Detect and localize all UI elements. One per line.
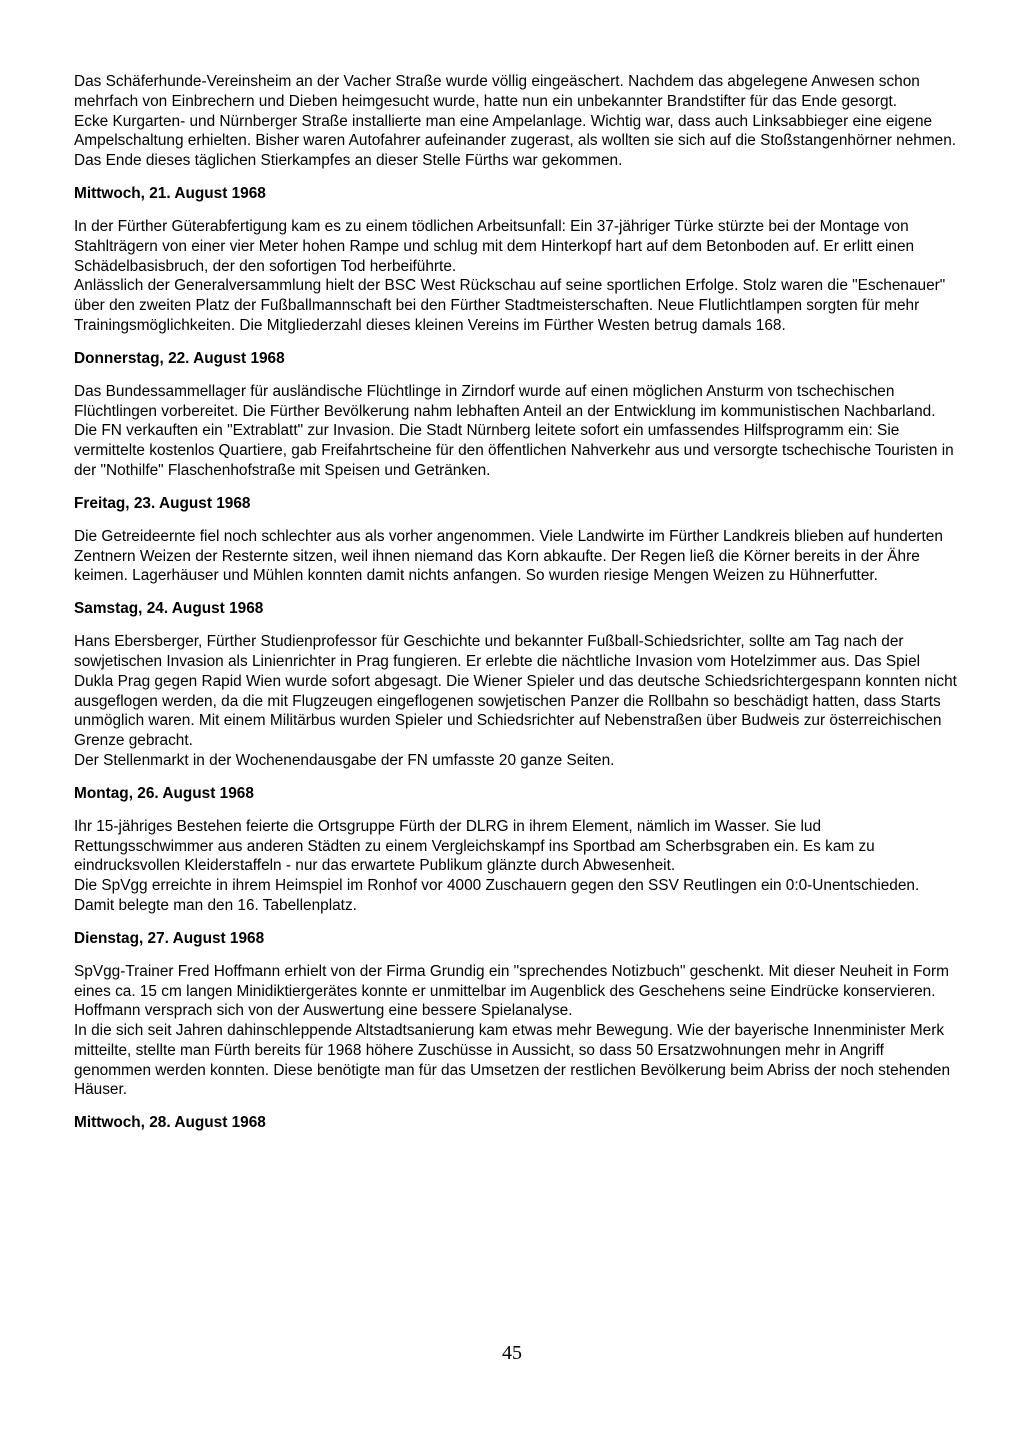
paragraph: In der Fürther Güterabfertigung kam es zu einem tödlichen Arbeitsunfall: Ein 37-jähriger Türke stürzte bei der Montage von Stahlträgern von einer vier Meter hohen Rampe und schlug mit dem Hinterkopf hart auf dem Betonboden auf. Er erlitt einen Schädelbasisbruch, der den sofortigen Tod herbeiführte. bbox=[74, 217, 915, 275]
entry-body bbox=[74, 632, 958, 771]
intro-section bbox=[74, 72, 958, 171]
paragraph: SpVgg-Trainer Fred Hoffmann erhielt von der Firma Grundig ein "sprechendes Notizbuch" geschenkt. Mit dieser Neuheit in Form eines ca. 15 cm langen Minidiktiergerätes konnte er unmittelbar im Augenblick des Geschehens seine Eindrücke konservieren. Hoffmann versprach sich von der Auswertung eine bessere Spielanalyse. bbox=[74, 962, 949, 1020]
date-heading: Freitag, 23. August 1968 bbox=[74, 494, 251, 512]
date-heading: Donnerstag, 22. August 1968 bbox=[74, 349, 285, 367]
paragraph: Das Schäferhunde-Vereinsheim an der Vacher Straße wurde völlig eingeäschert. Nachdem das abgelegene Anwesen schon mehrfach von Einbrechern und Dieben heimgesucht wurde, hatte nun ein unbekannter Brandstifter für das Ende gesorgt. bbox=[74, 73, 920, 110]
entry-body bbox=[74, 217, 958, 336]
paragraph: Ecke Kurgarten- und Nürnberger Straße installierte man eine Ampelanlage. Wichtig war, dass auch Linksabbieger eine eigene Ampelschaltung erhielten. Bisher waren Autofahrer aufeinander zugerast, als wollten sie sich auf die Stoßstangenhörner nehmen. Das Ende dieses täglichen Stierkampfes an dieser Stelle Fürths war gekommen. bbox=[74, 112, 957, 170]
entry-body bbox=[74, 382, 958, 481]
paragraph: Hans Ebersberger, Fürther Studienprofessor für Geschichte und bekannter Fußball-Schiedsrichter, sollte am Tag nach der sowjetischen Invasion als Linienrichter in Prag fungieren. Er erlebte die nächtliche Invasion vom Hotelzimmer aus. Das Spiel Dukla Prag gegen Rapid Wien wurde sofort abgesagt. Die Wiener Spieler und das deutsche Schiedsrichtergespann konnten nicht ausgeflogen werden, da die mit Flugzeugen eingeflogenen sowjetischen Panzer die Rollbahn so beschädigt hatten, dass Starts unmöglich waren. Mit einem Militärbus wurden Spieler und Schiedsrichter auf Nebenstraßen über Budweis zur österreichischen Grenze gebracht. bbox=[74, 633, 957, 750]
page-number: 45 bbox=[502, 1342, 522, 1364]
entry-body bbox=[74, 817, 958, 916]
paragraph: Die SpVgg erreichte in ihrem Heimspiel im Ronhof vor 4000 Zuschauern gegen den SSV Reutlingen ein 0:0-Unentschieden. Damit belegte man den 16. Tabellenplatz. bbox=[74, 877, 920, 914]
entry-body bbox=[74, 962, 958, 1101]
date-heading: Mittwoch, 28. August 1968 bbox=[74, 1114, 266, 1132]
date-heading: Mittwoch, 21. August 1968 bbox=[74, 184, 266, 202]
date-heading: Samstag, 24. August 1968 bbox=[74, 600, 264, 618]
paragraph: In die sich seit Jahren dahinschleppende Altstadtsanierung kam etwas mehr Bewegung. Wie der bayerische Innenminister Merk mitteilte, stellte man Fürth bereits für 1968 höhere Zuschüsse in Aussicht, so dass 50 Ersatzwohnungen mehr in Angriff genommen werden konnten. Diese benötigte man für das Umsetzen der restlichen Bevölkerung beim Abriss der noch stehenden Häuser. bbox=[74, 1022, 951, 1099]
date-heading: Montag, 26. August 1968 bbox=[74, 784, 254, 802]
paragraph: Das Bundessammellager für ausländische Flüchtlinge in Zirndorf wurde auf einen möglichen Ansturm von tschechischen Flüchtlingen vorbereitet. Die Fürther Bevölkerung nahm lebhaften Anteil an der Entwicklung im kommunistischen Nachbarland. Die FN verkauften ein "Extrablatt" zur Invasion. Die Stadt Nürnberg leitete sofort ein umfassendes Hilfsprogramm ein: Sie vermittelte kostenlos Quartiere, gab Freifahrtscheine für den öffentlichen Nahverkehr aus und versorgte tschechische Touristen in der "Nothilfe" Flaschenhofstraße mit Speisen und Getränken. bbox=[74, 382, 954, 479]
paragraph: Der Stellenmarkt in der Wochenendausgabe der FN umfasste 20 ganze Seiten. bbox=[74, 751, 615, 769]
entry-body bbox=[74, 527, 958, 586]
paragraph: Die Getreideernte fiel noch schlechter aus als vorher angenommen. Viele Landwirte im Fürther Landkreis blieben auf hunderten Zentnern Weizen der Resternte sitzen, weil ihnen niemand das Korn abkaufte. Der Regen ließ die Körner bereits in der Ähre keimen. Lagerhäuser und Mühlen konnten damit nichts anfangen. So wurden riesige Mengen Weizen zu Hühnerfutter. bbox=[74, 527, 943, 585]
date-heading: Dienstag, 27. August 1968 bbox=[74, 929, 265, 947]
document-page bbox=[74, 72, 958, 1146]
paragraph: Ihr 15-jähriges Bestehen feierte die Ortsgruppe Fürth der DLRG in ihrem Element, nämlich im Wasser. Sie lud Rettungsschwimmer aus anderen Städten zu einem Vergleichskampf ins Sportbad am Scherbsgraben ein. Es kam zu eindrucksvollen Kleiderstaffeln - nur das erwartete Publikum glänzte durch Abwesenheit. bbox=[74, 817, 875, 875]
paragraph: Anlässlich der Generalversammlung hielt der BSC West Rückschau auf seine sportlichen Erfolge. Stolz waren die "Eschenauer" über den zweiten Platz der Fußballmannschaft bei den Fürther Stadtmeisterschaften. Neue Flutlichtlampen sorgten für mehr Trainingsmöglichkeiten. Die Mitgliederzahl dieses kleinen Vereins im Fürther Westen betrug damals 168. bbox=[74, 277, 946, 334]
